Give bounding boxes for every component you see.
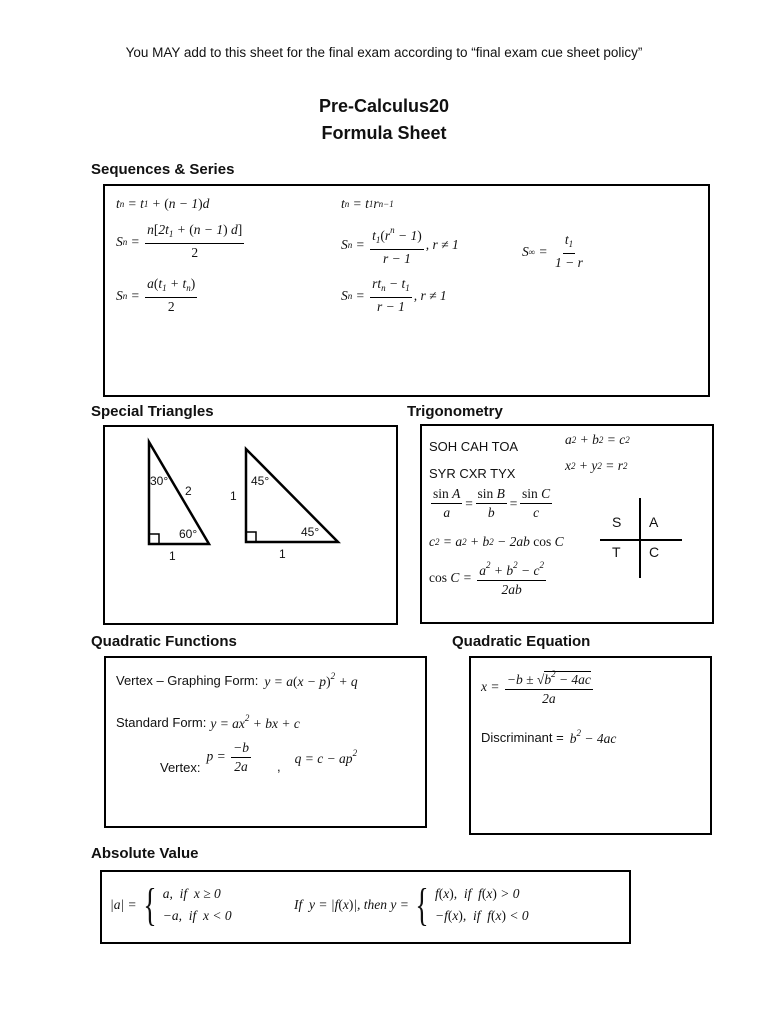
abs-if-3: if bbox=[463, 886, 472, 901]
abs-if-4: if bbox=[473, 908, 481, 923]
formula-arith-term: t n = t 1 + ( n − 1 ) d bbox=[116, 196, 210, 211]
t2-side: 1 bbox=[230, 489, 237, 503]
t2-base: 1 bbox=[279, 547, 286, 561]
sequences-heading: Sequences & Series bbox=[91, 161, 235, 178]
t1-hypotenuse: 2 bbox=[185, 484, 192, 498]
special-triangles-heading: Special Triangles bbox=[91, 403, 214, 420]
quadratic-functions-box bbox=[104, 656, 427, 828]
abs-if-capital: If bbox=[294, 897, 303, 912]
special-triangles-box bbox=[103, 425, 398, 625]
cast-diagram bbox=[598, 496, 698, 586]
formula-arith-sum-2: S n = $\frac{a(t_1 + t_n)}{2}$ bbox=[116, 276, 196, 314]
t2-angle-top: 45° bbox=[251, 474, 270, 488]
standard-form: Standard Form: $y = ax^2$ + bx + c bbox=[116, 713, 300, 731]
right-angle-marker-1 bbox=[149, 534, 159, 544]
formula-arith-sum-1: S n = $\frac{n[2t_1 + (n - 1) d]}{2}$ bbox=[116, 222, 243, 260]
title-line-2: Formula Sheet bbox=[321, 123, 447, 143]
cast-t: T bbox=[612, 544, 621, 560]
formula-circle: x 2 + y 2 = r 2 bbox=[565, 458, 628, 473]
abs-if-2: if bbox=[188, 908, 197, 923]
right-angle-marker-2 bbox=[246, 532, 256, 542]
discriminant: Discriminant = $b^2 - 4ac$ bbox=[481, 728, 617, 746]
page-title bbox=[0, 93, 768, 147]
absolute-value-box bbox=[100, 870, 631, 944]
triangle-45-45-90 bbox=[246, 449, 338, 542]
formula-abs-def: |a| = { a, if x ≥ 0 −a, if x < 0 bbox=[110, 879, 232, 930]
quadratic-functions-heading: Quadratic Functions bbox=[91, 633, 237, 650]
quadratic-formula: x = $\frac{-b \pm √b^2 - 4ac}{2a}$ bbox=[481, 666, 595, 707]
cast-a: A bbox=[649, 514, 659, 530]
vertex-form-label: Vertex – Graphing Form: bbox=[116, 673, 259, 688]
triangles-figure bbox=[105, 427, 396, 623]
vertex-form: Vertex – Graphing Form: $y = a(x - p)^2 + q$ bbox=[116, 671, 358, 689]
cast-c: C bbox=[649, 544, 660, 560]
formula-pythagoras: a 2 + b 2 = c 2 bbox=[565, 432, 630, 447]
trigonometry-box bbox=[420, 424, 714, 624]
formula-infinite-sum: S ∞ = $\frac{t_1}{1 - r}$ bbox=[522, 232, 583, 270]
t1-angle-bottom: 60° bbox=[179, 527, 198, 541]
absolute-value-heading: Absolute Value bbox=[91, 845, 199, 862]
formula-geo-sum-1: S n = $\frac{t_1(r^n - 1)}{r - 1}$ , r ≠ 1 bbox=[341, 222, 459, 267]
abs-if-1: if bbox=[179, 886, 188, 901]
vertex-label: Vertex: bbox=[160, 760, 201, 775]
formula-sine-law: $\frac{\text{sin A}}{a}$ = $\frac{\text{sin B}}{b}$ = $\frac{\text{sin C}}{c}$ bbox=[433, 486, 551, 520]
vertex-formulas: Vertex: p = $\frac{-b}{2a}$ , $q = c - ap^2$ bbox=[160, 740, 358, 775]
t1-base: 1 bbox=[169, 549, 176, 563]
sequences-box bbox=[103, 184, 710, 397]
t2-angle-bottom: 45° bbox=[301, 525, 320, 539]
vertex-comma: , bbox=[276, 759, 281, 774]
cast-s: S bbox=[612, 514, 622, 530]
formula-geo-sum-2: S n = $\frac{rt_n - t_1}{r - 1}$ , r ≠ 1 bbox=[341, 276, 447, 314]
discriminant-label: Discriminant = bbox=[481, 730, 564, 745]
formula-cosine-law: c 2 = a 2 + b 2 − 2ab cos C bbox=[429, 534, 564, 549]
formula-geo-term: t n = t 1 r n−1 bbox=[341, 196, 394, 211]
abs-then: then bbox=[363, 897, 388, 912]
formula-cosine-rearranged: cos C = $\frac{a^2 + b^2 - c^2}{2ab}$ bbox=[429, 557, 548, 598]
standard-form-label: Standard Form: bbox=[116, 715, 207, 730]
title-line-1: Pre-Calculus20 bbox=[318, 96, 450, 116]
t1-angle-top: 30° bbox=[150, 474, 169, 488]
soh-cah-toa: SOH CAH TOA bbox=[429, 439, 519, 454]
quadratic-equation-box bbox=[469, 656, 712, 835]
formula-abs-function: If y = |f ( x ) |, then y = { f(x), if f(x) > 0 −f(x), if f(x) < 0 bbox=[294, 879, 529, 930]
cue-sheet-notice: You MAY add to this sheet for the final exam according to “final exam cue sheet policy” bbox=[125, 45, 643, 60]
trigonometry-heading: Trigonometry bbox=[407, 403, 503, 420]
quadratic-equation-heading: Quadratic Equation bbox=[452, 633, 591, 650]
syr-cxr-tyx: SYR CXR TYX bbox=[429, 466, 516, 481]
